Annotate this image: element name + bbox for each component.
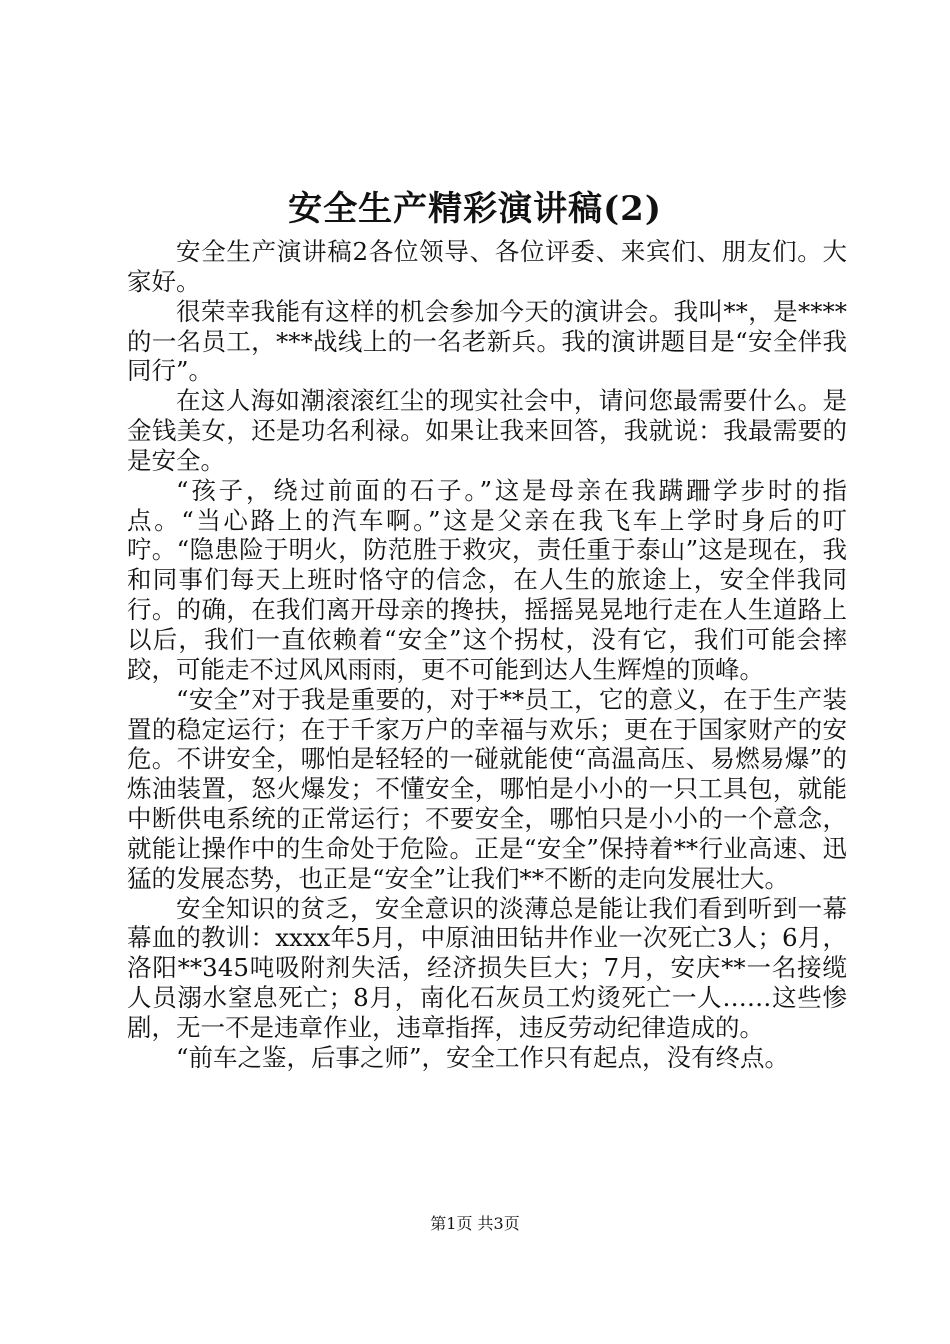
paragraph: 很荣幸我能有这样的机会参加今天的演讲会。我叫**，是****的一名员工，***战线上的一名老新兵。我的演讲题目是“安全伴我同行”。 [127, 296, 847, 386]
paragraph: 安全知识的贫乏，安全意识的淡薄总是能让我们看到听到一幕幕血的教训：xxxx年5月，中原油田钻井作业一次死亡3人；6月，洛阳**345吨吸附剂失活，经济损失巨大；7月，安庆**一名接缆人员溺水窒息死亡；8月，南化石灰员工灼烫死亡一人……这些惨剧，无一不是违章作业，违章指挥，违反劳动纪律造成的。 [127, 893, 847, 1042]
page-number-footer: 第1页 共3页 [430, 1214, 520, 1233]
paragraph: “孩子，绕过前面的石子。”这是母亲在我蹒跚学步时的指点。“当心路上的汽车啊。”这是父亲在我飞车上学时身后的叮咛。“隐患险于明火，防范胜于救灾，责任重于泰山”这是现在，我和同事们每天上班时恪守的信念，在人生的旅途上，安全伴我同行。的确，在我们离开母亲的搀扶，摇摇晃晃地行走在人生道路上以后，我们一直依赖着“安全”这个拐杖，没有它，我们可能会摔跤，可能走不过风风雨雨，更不可能到达人生辉煌的顶峰。 [127, 475, 847, 684]
paragraph: 在这人海如潮滚滚红尘的现实社会中，请问您最需要什么。是金钱美女，还是功名利禄。如果让我来回答，我就说：我最需要的是安全。 [127, 386, 847, 475]
document-body [127, 237, 847, 1073]
paragraph: “安全”对于我是重要的，对于**员工，它的意义，在于生产装置的稳定运行；在于千家万户的幸福与欢乐；更在于国家财产的安危。不讲安全，哪怕是轻轻的一碰就能使“高温高压、易燃易爆”的炼油装置，怒火爆发；不懂安全，哪怕是小小的一只工具包，就能中断供电系统的正常运行；不要安全，哪怕只是小小的一个意念，就能让操作中的生命处于危险。正是“安全”保持着**行业高速、迅猛的发展态势，也正是“安全”让我们**不断的走向发展壮大。 [127, 684, 847, 893]
document-title: 安全生产精彩演讲稿(2) [288, 189, 662, 229]
paragraph: “前车之鉴，后事之师”，安全工作只有起点，没有终点。 [176, 1042, 790, 1072]
paragraph: 安全生产演讲稿2各位领导、各位评委、来宾们、朋友们。大家好。 [127, 237, 847, 296]
